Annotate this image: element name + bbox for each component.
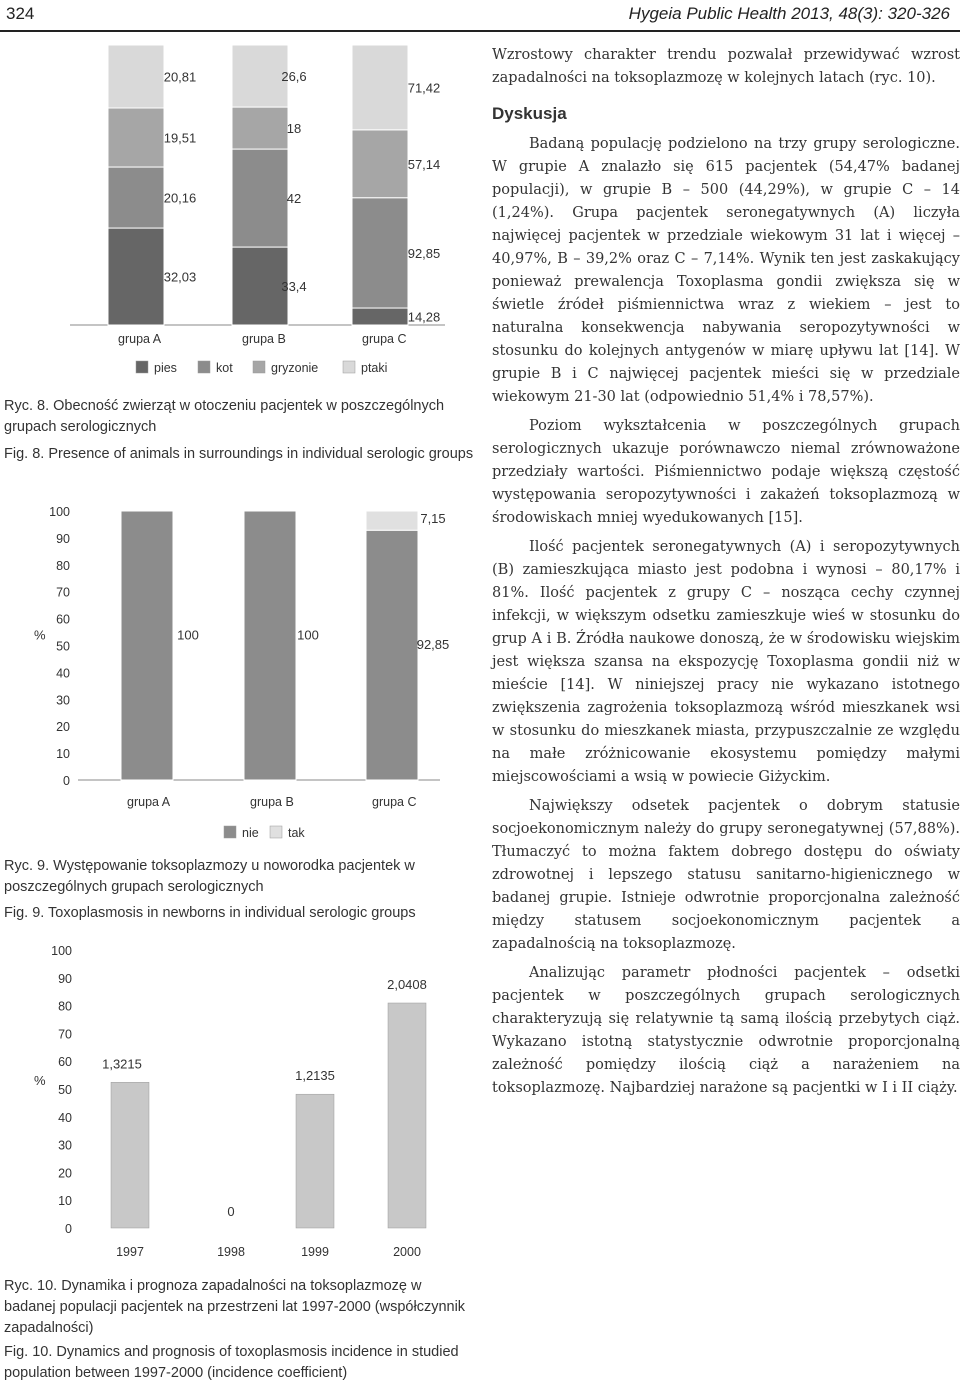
section-heading: Dyskusja	[492, 104, 567, 123]
figure-9-caption-en: Fig. 9. Toxoplasmosis in newborns in individual serologic groups	[4, 905, 416, 921]
y-tick-label: 60	[56, 612, 70, 627]
x-tick-label: grupa C	[362, 332, 407, 346]
y-tick-label: 90	[56, 531, 70, 546]
data-label: 18	[286, 121, 302, 137]
x-tick-label: grupa A	[118, 332, 162, 346]
y-tick-label: 40	[56, 666, 70, 681]
paragraph: Badaną populację podzielono na trzy grupy serologiczne. W grupie A znalazło się 615 pacjentek (54,47% badanej populacji), w grupie B – 500 (44,29%), w grupie C – 14 (1,24%). Grupa pacjentek seronegatywnych (A) liczyła najwięcej pacjentek w przedziale wiekowym 31 lat i więcej – 40,97%, B – 39,2% oraz C – 7,14%. Wynik ten jest zaskakujący ponieważ prewalencja Toxoplasma gondii zwiększa się w świetle źródeł piśmiennictwa wraz z wiekiem – jest to naturalna konsekwencja nabywania seropozytywności w stosunku do kolejnych antygenów w miarę upływu lat [14]. W grupie B i C najwięcej pacjentek mieści się w przedziale wiekowym 21-30 lat (odpowiednio 51,4% i 78,57%).	[492, 136, 960, 405]
y-tick-label: 30	[58, 1138, 72, 1153]
legend-swatch	[136, 361, 148, 373]
data-label: 2,0408	[387, 977, 427, 992]
data-label: 57,14	[407, 156, 441, 172]
figure-8-caption-en: Fig. 8. Presence of animals in surroundings in individual serologic groups	[4, 446, 474, 462]
y-tick-label: 10	[56, 747, 70, 762]
paragraph: Poziom wykształcenia w poszczególnych grupach serologicznych ukazuje porównawczo niemal zrównoważone przedziały wartości. Piśmiennictwo podaje większą częstość występowania seropozytywności i zakażeń toksoplazmozą w środowiskach mniej wyedukowanych [15].	[492, 418, 960, 526]
y-tick-label: 40	[58, 1110, 72, 1125]
figure-10-caption-en: Fig. 10. Dynamics and prognosis of toxoplasmosis incidence in studied population between 1997-2000 (incidence coefficient)	[4, 1344, 459, 1381]
paragraph: Ilość pacjentek seronegatywnych (A) i seropozytywnych (B) zamieszkująca miasto jest podobna i wynosi – 80,17% i 81%. Ilość pacjentek z grupy C – nosząca cechy czynnej infekcji, w większym odsetku zamieszkuje wieś w stosunku do grup A i B. Źródła naukowe donoszą, że w środowisku wiejskim jest większa szansa na ekspozycję Toxoplasma gondii niż w mieście [14]. W niniejszej pracy nie wykazano istotnego zwiększenia zagrożenia toksoplazmozą wśród mieszkanek wsi w stosunku do mieszkanek miasta, przypuszczalnie ze względu na małe zróżnicowanie ekosystemu pomiędzy małymi miejscowościami a wsią w powiecie Giżyckim.	[492, 539, 960, 785]
x-tick-label: grupa C	[372, 795, 417, 809]
legend-label: nie	[242, 826, 259, 840]
figure-8-caption-pl: Ryc. 8. Obecność zwierząt w otoczeniu pacjentek w poszczególnych grupach serologicznych	[4, 398, 445, 435]
bar-segment	[232, 247, 288, 325]
bar-segment	[352, 308, 408, 325]
bar-segment	[352, 198, 408, 308]
data-label: 26,6	[281, 69, 307, 85]
y-axis-label: %	[34, 1073, 46, 1088]
legend-swatch	[253, 361, 265, 373]
y-tick-label: 80	[58, 999, 72, 1014]
page-number: 324	[6, 4, 35, 23]
data-label: 100	[177, 627, 199, 643]
header-rule	[0, 30, 960, 32]
bar	[296, 1094, 334, 1228]
y-axis-label: %	[34, 627, 46, 643]
bar-segment	[352, 130, 408, 198]
figure-9-chart	[0, 495, 480, 855]
x-tick-label: 1997	[116, 1245, 144, 1259]
data-label: 19,51	[163, 130, 197, 146]
bar-segment	[121, 511, 173, 780]
data-label: 33,4	[281, 279, 307, 295]
y-tick-label: 20	[58, 1166, 72, 1181]
data-label: 20,16	[163, 190, 197, 206]
data-label: 92,85	[407, 245, 441, 261]
paragraph: Wzrostowy charakter trendu pozwalał przewidywać wzrost zapadalności na toksoplazmozę w kolejnych latach (ryc. 10).	[492, 47, 960, 86]
paragraph: Największy odsetek pacjentek o dobrym statusie socjoekonomicznym należy do grupy seronegatywnej (57,88%). Tłumaczyć to można faktem dobrego dostępu do oświaty zdrowotnej i lepszego statusu sanitarno-higienicznego w badanej grupie. Istnieje odwrotnie proporcjonalna zależność między statusem socjoekonomicznym pacjentek a zapadalnością na toksoplazmozę.	[492, 798, 960, 952]
bar-segment	[352, 45, 408, 130]
x-tick-label: 2000	[393, 1245, 421, 1259]
data-label: 20,81	[163, 69, 197, 85]
y-tick-label: 30	[56, 693, 70, 708]
bar-segment	[108, 167, 164, 228]
legend-swatch	[343, 361, 355, 373]
bar-segment	[232, 107, 288, 149]
bar-segment	[108, 228, 164, 325]
bar	[388, 1003, 426, 1228]
bar-segment	[244, 511, 296, 780]
legend-label: gryzonie	[271, 361, 319, 375]
legend-swatch	[270, 826, 282, 838]
data-label: 92,85	[416, 637, 450, 653]
bar	[111, 1082, 149, 1228]
figure-9-caption-pl: Ryc. 9. Występowanie toksoplazmozy u noworodka pacjentek w poszczególnych grupach serologicznych	[4, 858, 415, 895]
data-label: 32,03	[163, 269, 197, 285]
figure-10-caption-pl: Ryc. 10. Dynamika i prognoza zapadalności na toksoplazmozę w badanej populacji pacjentek na przestrzeni lat 1997-2000 (współczynnik zapadalności)	[4, 1278, 466, 1336]
x-tick-label: 1998	[217, 1245, 245, 1259]
y-tick-label: 0	[65, 1222, 72, 1236]
legend-label: ptaki	[361, 361, 388, 375]
bar-segment	[366, 511, 418, 530]
bar-segment	[108, 45, 164, 108]
bar-segment	[232, 149, 288, 247]
x-tick-label: 1999	[301, 1245, 329, 1259]
paragraph: Analizując parametr płodności pacjentek – odsetki pacjentek w poszczególnych grupach serologicznych charakteryzują się relatywnie tą samą ilością przebytych ciąż. Wykazano istotną statystycznie odwrotnie proporcjonalną zależność pomiędzy ilością ciąż a narażeniem na toksoplazmozę. Najbardziej narażone są pacjentki w I i II ciąży.	[492, 965, 960, 1096]
legend-swatch	[224, 826, 236, 838]
y-tick-label: 10	[58, 1194, 72, 1209]
journal-title: Hygeia Public Health 2013, 48(3): 320-326	[628, 4, 950, 23]
article-text	[492, 44, 960, 1106]
data-label: 0	[227, 1204, 235, 1219]
legend-label: tak	[288, 826, 305, 840]
y-tick-label: 100	[49, 505, 70, 519]
y-tick-label: 50	[56, 639, 70, 654]
y-tick-label: 70	[58, 1027, 72, 1042]
legend-label: pies	[154, 361, 177, 375]
figure-10-chart	[0, 938, 480, 1273]
x-tick-label: grupa B	[242, 332, 286, 346]
y-tick-label: 80	[56, 558, 70, 573]
data-label: 7,15	[420, 511, 446, 526]
bar-segment	[366, 530, 418, 780]
y-tick-label: 60	[58, 1055, 72, 1070]
figure-8-chart	[0, 40, 480, 385]
y-tick-label: 70	[56, 585, 70, 600]
bar-segment	[108, 108, 164, 167]
x-tick-label: grupa A	[127, 795, 171, 809]
data-label: 14,28	[407, 309, 441, 325]
y-tick-label: 50	[58, 1083, 72, 1097]
data-label: 71,42	[407, 80, 441, 96]
y-tick-label: 20	[56, 720, 70, 735]
x-tick-label: grupa B	[250, 795, 294, 809]
y-tick-label: 90	[58, 971, 72, 986]
page-header	[0, 0, 960, 40]
data-label: 1,3215	[102, 1056, 142, 1072]
data-label: 42	[286, 191, 302, 207]
data-label: 100	[297, 627, 319, 643]
legend-swatch	[198, 361, 210, 373]
legend-label: kot	[216, 361, 233, 375]
data-label: 1,2135	[295, 1068, 335, 1084]
y-tick-label: 0	[63, 774, 70, 788]
y-tick-label: 100	[51, 944, 72, 958]
bar-segment	[232, 45, 288, 107]
